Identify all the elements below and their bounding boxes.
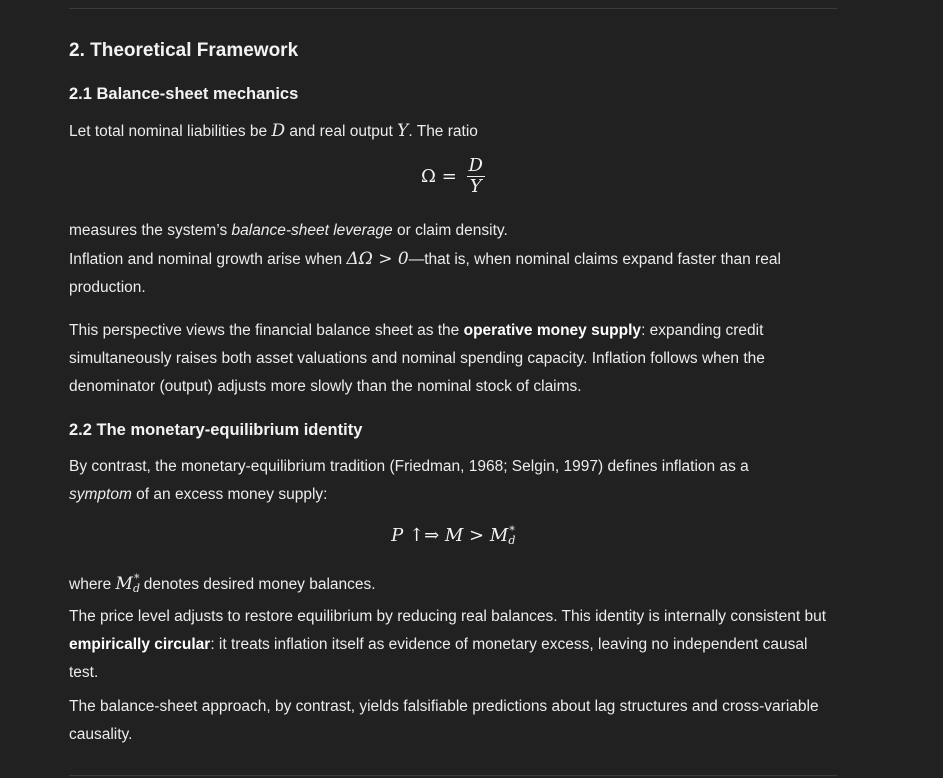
perspective-paragraph: This perspective views the financial balance sheet as the operative money supply: expanding credit simultaneously raises both asset valuations and nominal spending capacity. Inflation follows when the denominator (output) adjusts more slowly than the nominal stock of claims. xyxy=(69,322,765,395)
math-var-y: Y xyxy=(397,121,409,141)
subsection-heading-balance-sheet: 2.1 Balance-sheet mechanics xyxy=(69,85,299,103)
fraction-denominator: Y xyxy=(469,176,482,197)
bottom-divider xyxy=(69,775,837,776)
math-var-d: D xyxy=(271,121,286,141)
fraction-numerator: D xyxy=(468,155,483,176)
top-divider xyxy=(69,8,837,9)
math-delta-omega: ΔΩ > 0 xyxy=(346,249,409,269)
section-heading: 2. Theoretical Framework xyxy=(69,40,299,61)
math-md: $M_d^*$ xyxy=(115,572,140,595)
measures-paragraph: measures the system’s balance-sheet leverage or claim density. Inflation and nominal growth arise when ΔΩ > 0—that is, when nominal claims expand faster than real production. xyxy=(69,222,781,296)
intro-paragraph: Let total nominal liabilities be D and real output Y. The ratio xyxy=(69,121,478,141)
closing-paragraph: The balance-sheet approach, by contrast, yields falsifiable predictions about lag structures and cross-variable causality. xyxy=(69,698,819,743)
subsection-heading-monetary: 2.2 The monetary-equilibrium identity xyxy=(69,421,363,439)
ratio-equation: Ω = $\frac{D}{Y}$ xyxy=(421,155,483,197)
fraction xyxy=(467,156,485,197)
contrast-paragraph: By contrast, the monetary-equilibrium tradition (Friedman, 1968; Selgin, 1997) defines inflation as a symptom of an excess money supply: xyxy=(69,458,749,503)
monetary-equation: P ↑⇒ $M > M_d^*$ xyxy=(391,524,516,547)
where-paragraph: where $M_d^*$ denotes desired money balances. The price level adjusts to restore equilibrium by reducing real balances. This identity is internally consistent but empirically circular: it treats inflation itself as evidence of monetary excess, leaving no independent causal test. xyxy=(69,572,827,681)
